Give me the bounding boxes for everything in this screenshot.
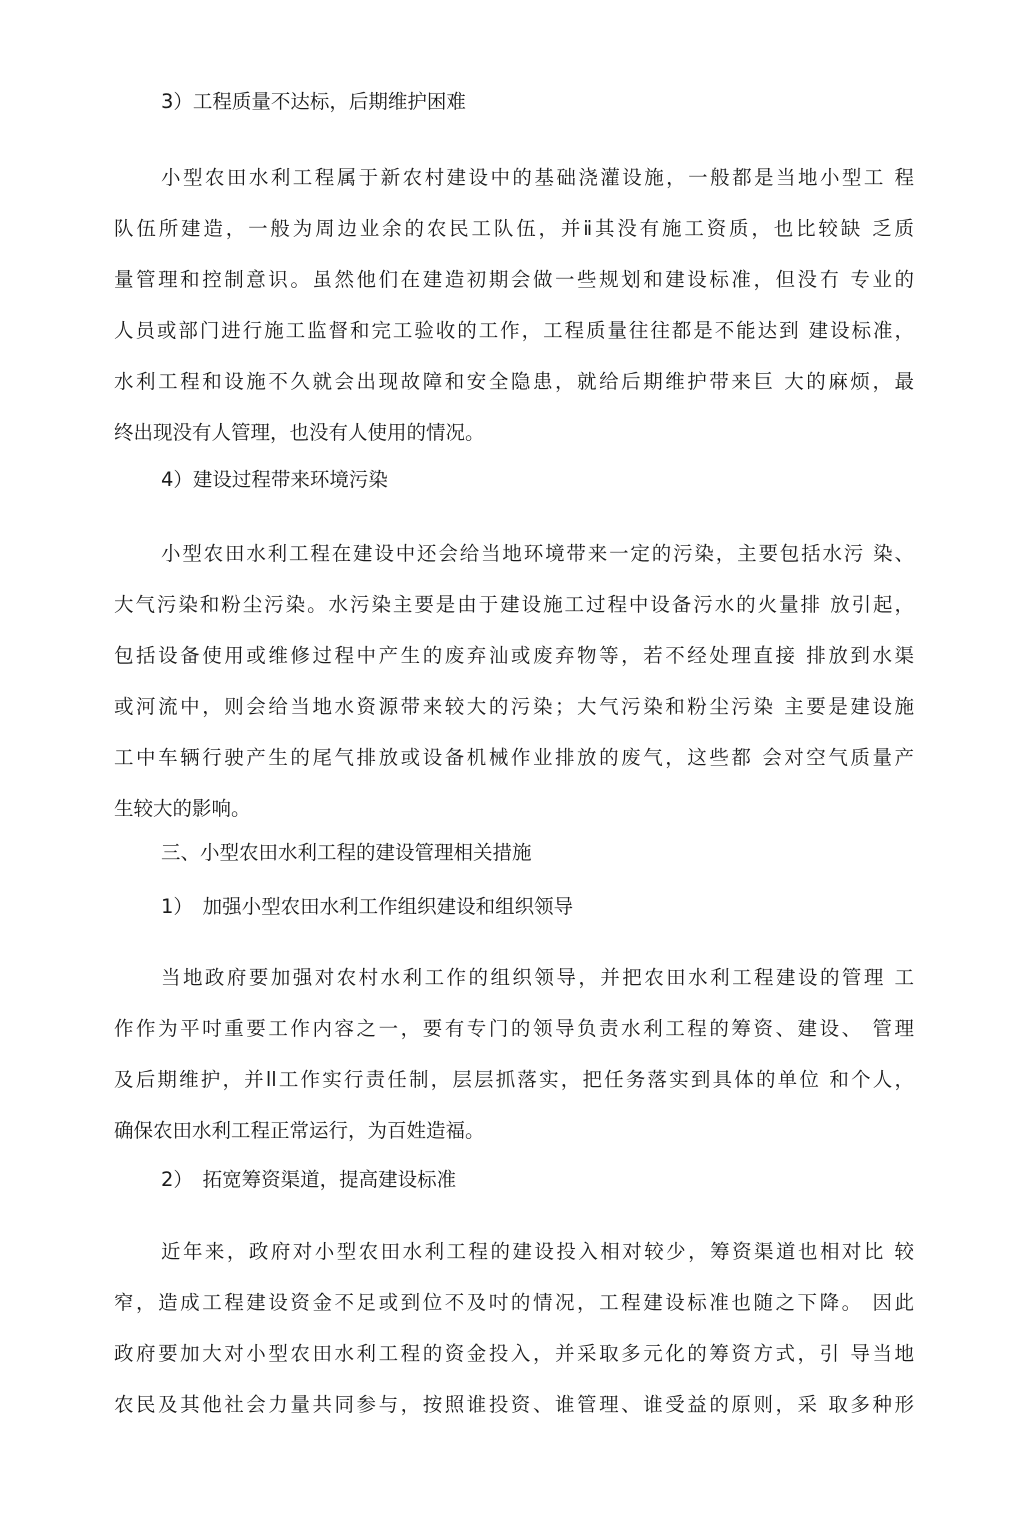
paragraph-line: 或河流中，则会给当地水资源带来较大的污染；大气污染和粉尘污染 主要是建设施 [114, 695, 914, 718]
paragraph-line: 及后期维护，并ll工作实行责任制，层层抓落实，把任务落实到具体的单位 和个人， [114, 1068, 914, 1091]
paragraph-line: 水利工程和设施不久就会出现故障和安全隐患，就给后期维护带来巨 大的麻烦，最 [114, 370, 914, 393]
paragraph-line: 当地政府要加强对农村水利工作的组织领导，并把农田水利工程建设的管理 工 [161, 966, 914, 989]
section-heading-quality: 3）工程质量不达标，后期维护困难 [161, 90, 466, 113]
section-heading-funding: 2） 拓宽筹资渠道，提高建设标准 [161, 1168, 457, 1191]
paragraph-line: 确保农田水利工程正常运行，为百姓造福。 [114, 1119, 485, 1142]
paragraph-line: 队伍所建造，一般为周边业余的农民工队伍，并ⅱ其没有施工资质，也比较缺 乏质 [114, 217, 914, 240]
section-heading-measures: 三、小型农田水利工程的建设管理相关措施 [161, 841, 532, 864]
paragraph-line: 量管理和控制意识。虽然他们在建造初期会做一些规划和建设标准，但没冇 专业的 [114, 268, 914, 291]
paragraph-line: 小型农田水利工程在建设中还会给当地环境带来一定的污染，主要包括水污 染、 [161, 542, 914, 565]
paragraph-pollution [114, 528, 914, 834]
paragraph-line: 农民及其他社会力量共同参与，按照谁投资、谁管理、谁受益的原则，采 取多种形 [114, 1393, 914, 1416]
paragraph-quality [114, 152, 914, 458]
paragraph-line: 小型农田水利工程属于新农村建设中的基础浇灌设施，一般都是当地小型工 程 [161, 166, 914, 189]
section-heading-organization: 1） 加强小型农田水利工作组织建设和组织领导 [161, 895, 574, 918]
paragraph-line: 包括设备使用或维修过程中产生的废弃汕或废弃物等，若不经处理直接 排放到水渠 [114, 644, 914, 667]
paragraph-line: 人员或部门进行施工监督和完工验收的工作，工程质量往往都是不能达到 建设标准， [114, 319, 914, 342]
paragraph-line: 政府要加大对小型农田水利工程的资金投入，并采取多元化的筹资方式，引 导当地 [114, 1342, 914, 1365]
paragraph-line: 窄，造成工程建设资金不足或到位不及吋的情况，工程建设标准也随之下降。 因此 [114, 1291, 914, 1314]
paragraph-funding [114, 1226, 914, 1430]
paragraph-line: 大气污染和粉尘污染。水污染主要是由于建设施工过程中设备污水的火量排 放引起， [114, 593, 914, 616]
paragraph-line: 工中车辆行驶产生的尾气排放或设备机械作业排放的废气，这些都 会对空气质量产 [114, 746, 914, 769]
paragraph-line: 终出现没有人管理，也没有人使用的情况。 [114, 421, 485, 444]
paragraph-line: 生较大的影响。 [114, 797, 251, 820]
paragraph-line: 作作为平吋重要工作内容之一，要有专门的领导负责水利工程的筹资、建设、 管理 [114, 1017, 914, 1040]
paragraph-line: 近年来，政府对小型农田水利工程的建设投入相对较少，筹资渠道也相对比 较 [161, 1240, 914, 1263]
paragraph-organization [114, 952, 914, 1156]
section-heading-pollution: 4）建设过程带来环境污染 [161, 468, 388, 491]
